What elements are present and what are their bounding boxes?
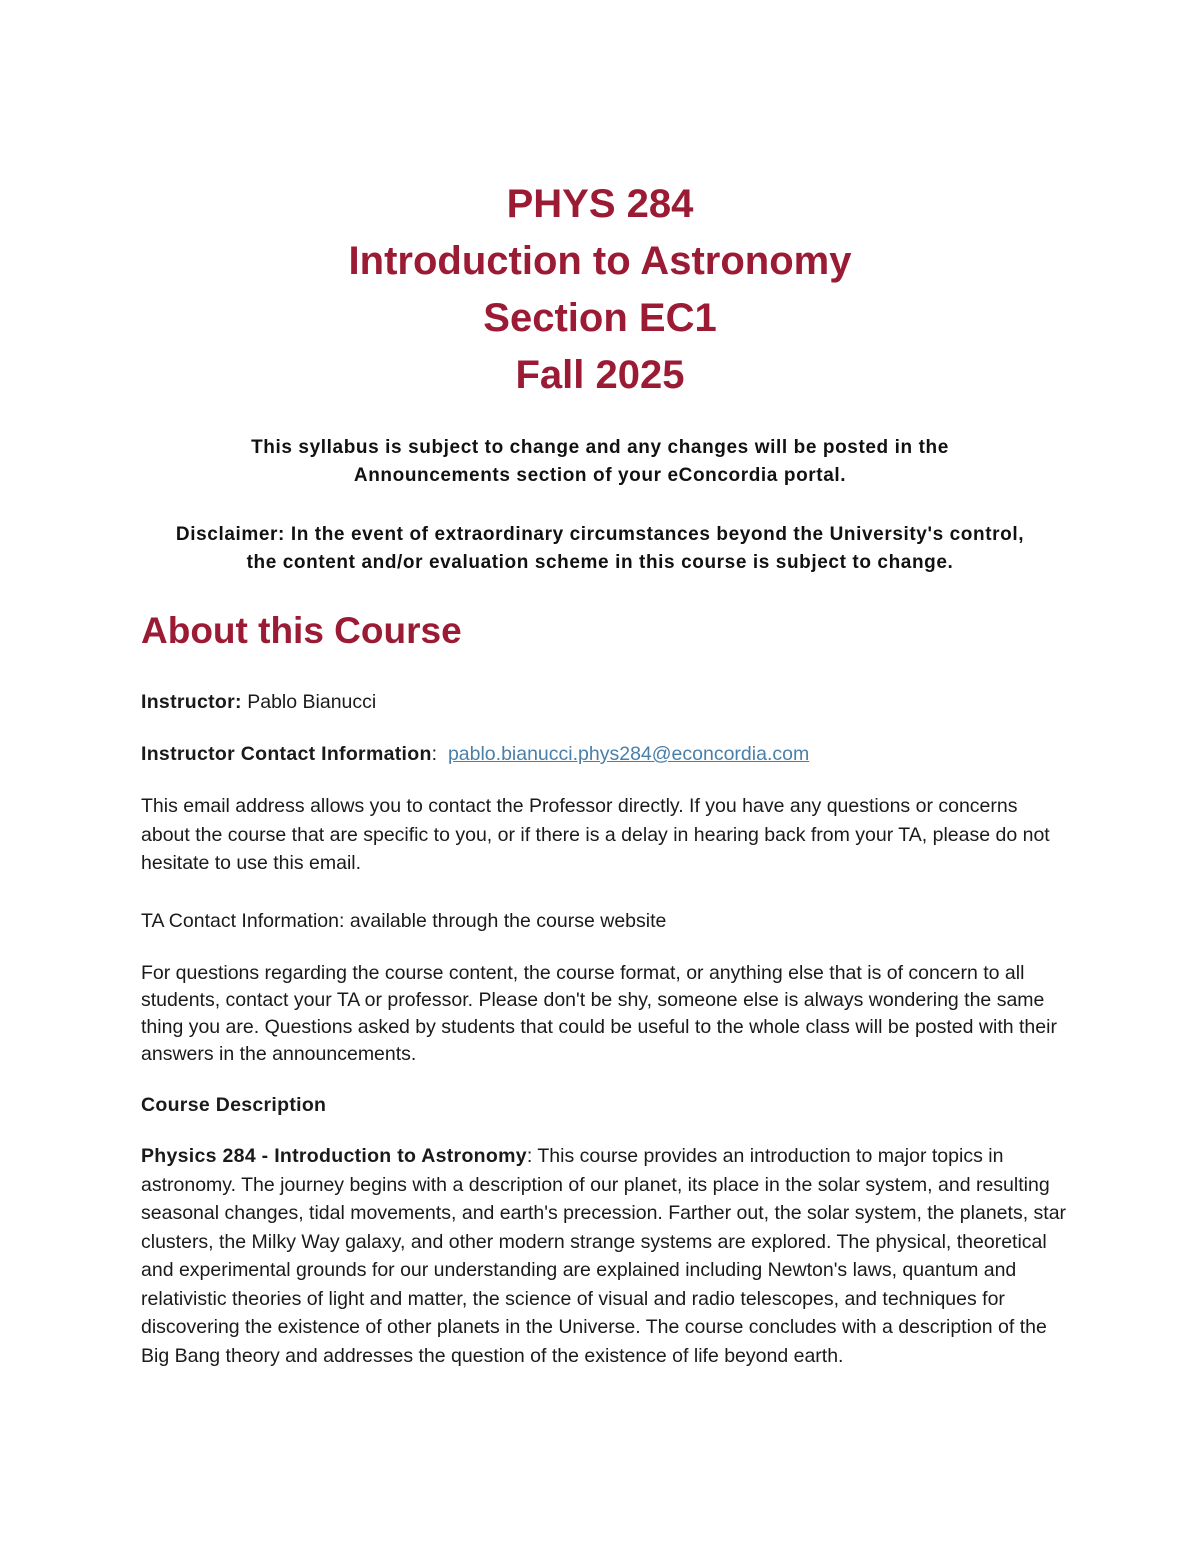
instructor-contact-line [141, 740, 1071, 769]
disclaimer-line: the content and/or evaluation scheme in this course is subject to change. [246, 552, 954, 573]
disclaimer-notice [100, 521, 1100, 577]
disclaimer-line: Disclaimer: In the event of extraordinary circumstances beyond the University's control, [175, 524, 1025, 545]
course-term: Fall 2025 [515, 353, 685, 397]
ta-contact-paragraph: TA Contact Information: available through the course website [141, 910, 667, 932]
instructor-label: Instructor: [141, 691, 242, 713]
instructor-line [141, 688, 1071, 717]
change-notice-line: This syllabus is subject to change and any changes will be posted in the [251, 437, 949, 458]
course-code: PHYS 284 [506, 182, 694, 226]
email-note-paragraph: This email address allows you to contact the Professor directly. If you have any questions or concerns about the course that are specific to you, or if there is a delay in hearing back from your TA, please do not hesitate to use this email. [141, 795, 1050, 874]
course-description-paragraph [141, 1142, 1071, 1370]
course-section: Section EC1 [483, 296, 717, 340]
course-name: Introduction to Astronomy [348, 239, 852, 283]
questions-paragraph: For questions regarding the course content, the course format, or anything else that is of concern to all students, contact your TA or professor. Please don't be shy, someone else is always wondering the same thing you are. Questions asked by students that could be useful to the whole class will be posted with their answers in the announcements. [141, 962, 1057, 1065]
instructor-contact-label: Instructor Contact Information [141, 743, 432, 765]
change-notice-line: Announcements section of your eConcordia portal. [353, 465, 847, 486]
change-notice [100, 434, 1100, 490]
about-course-heading: About this Course [141, 610, 462, 651]
course-title-block [0, 176, 1200, 404]
instructor-contact-colon: : [431, 743, 438, 765]
course-description-body: : This course provides an introduction to major topics in astronomy. The journey begins with a description of our planet, its place in the solar system, and resulting seasonal changes, tidal movements, and earth's precession. Farther out, the solar system, the planets, star clusters, the Milky Way galaxy, and other modern strange systems are explored. The physical, theoretical and experimental grounds for our understanding are explained including Newton's laws, quantum and relativistic theories of light and matter, the science of visual and radio telescopes, and techniques for discovering the existence of other planets in the Universe. The course concludes with a description of the Big Bang theory and addresses the question of the existence of life beyond earth. [141, 1145, 1067, 1367]
course-description-lead: Physics 284 - Introduction to Astronomy [141, 1145, 527, 1167]
instructor-email-link[interactable]: pablo.bianucci.phys284@econcordia.com [447, 743, 810, 765]
course-description-heading: Course Description [141, 1094, 327, 1116]
instructor-name: Pablo Bianucci [247, 691, 377, 713]
